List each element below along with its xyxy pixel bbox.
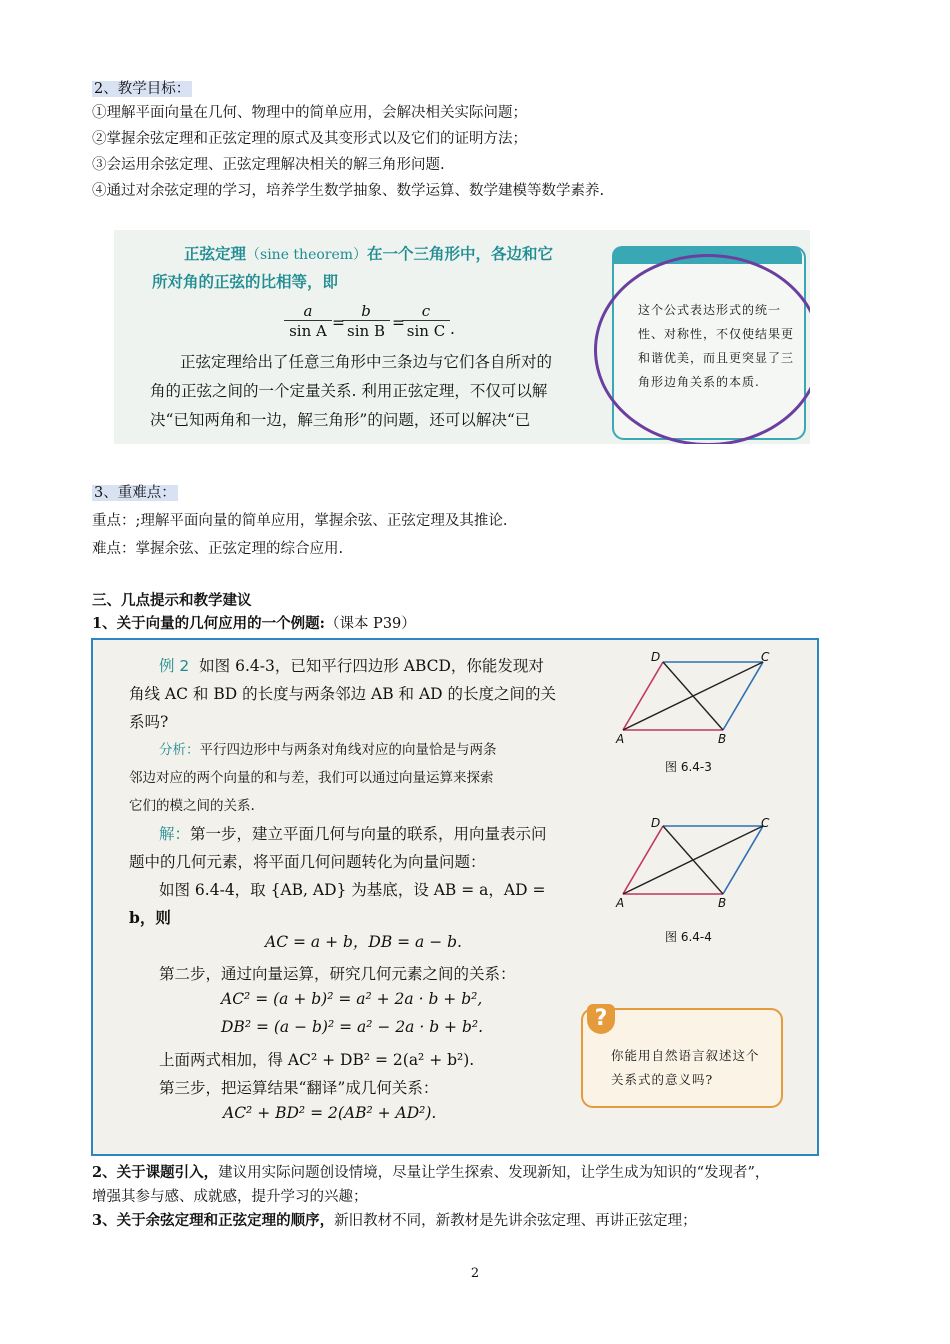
part3-heading: 三、几点提示和教学建议 xyxy=(92,592,252,609)
theorem-line2: 所对角的正弦的比相等，即 xyxy=(152,273,339,291)
solution-line3: 如图 6.4-4，取 {AB, AD} 为基底，设 AB = a，AD = xyxy=(159,881,546,899)
result-equation: AC² + BD² = 2(AB² + AD²). xyxy=(223,1104,437,1122)
part3-item3: 3、关于余弦定理和正弦定理的顺序，新旧教材不同，新教材是先讲余弦定理、再讲正弦定理； xyxy=(92,1212,697,1229)
analysis-line1: 分析：平行四边形中与两条对角线对应的向量恰是与两条 xyxy=(159,742,497,758)
fig2-label-a: A xyxy=(616,896,625,910)
question-box xyxy=(581,1008,779,1104)
figure-6-4-4 xyxy=(613,816,803,916)
theorem-title: 正弦定理（sine theorem）在一个三角形中，各边和它 xyxy=(184,245,554,263)
analysis-line3: 它们的模之间的关系. xyxy=(129,798,255,814)
fig1-label-d: D xyxy=(651,650,661,664)
fig2-label-c: C xyxy=(761,816,770,830)
fraction-a: $\frac{a}{\text{sin A}}$ xyxy=(284,302,332,340)
objective-3: ③会运用余弦定理、正弦定理解决相关的解三角形问题. xyxy=(92,157,445,173)
solution-line2: 题中的几何元素，将平面几何问题转化为向量问题： xyxy=(129,853,486,871)
fig2-diagonal-db xyxy=(663,826,723,894)
equation-2: AC² = (a + b)² = a² + 2a · b + b², xyxy=(221,990,483,1008)
solution-line1: 解：第一步，建立平面几何与向量的联系，用向量表示问 xyxy=(159,825,547,843)
side-note-text: 这个公式表达形式的统一性、对称性，不仅使结果更和谐优美，而且更突显了三角形边角关系的本质. xyxy=(638,303,795,389)
fig2-label-b: B xyxy=(718,896,727,910)
objective-4: ④通过对余弦定理的学习，培养学生数学抽象、数学运算、数学建模等数学素养. xyxy=(92,183,605,199)
key-points: 重点：;理解平面向量的简单应用，掌握余弦、正弦定理及其推论. xyxy=(92,513,508,529)
step3-text: 第三步，把运算结果“翻译”成几何关系： xyxy=(159,1079,439,1097)
objective-1: ①理解平面向量在几何、物理中的简单应用，会解决相关实际问题； xyxy=(92,105,527,121)
figure-6-4-3 xyxy=(613,652,803,752)
fig1-diagonal-db xyxy=(663,662,723,730)
section3-heading: 3、重难点： xyxy=(94,485,176,501)
fig2-label-d: D xyxy=(651,816,661,830)
side-note xyxy=(606,246,808,436)
fig1-label-c: C xyxy=(761,650,770,664)
fig1-caption: 图 6.4-3 xyxy=(665,760,712,774)
part3-item2: 2、关于课题引入，建议用实际问题创设情境，尽量让学生探索、发现新知，让学生成为知识的“发现者”， xyxy=(92,1164,770,1181)
example-line2: 角线 AC 和 BD 的长度与两条邻边 AB 和 AD 的长度之间的关 xyxy=(129,685,556,703)
theorem-body-3: 决“已知两角和一边，解三角形”的问题，还可以解决“已 xyxy=(150,411,531,429)
part3-item2-line2: 增强其参与感、成就感，提升学习的兴趣； xyxy=(92,1189,368,1205)
fig1-label-a: A xyxy=(616,732,625,746)
equation-3: DB² = (a − b)² = a² − 2a · b + b². xyxy=(221,1018,484,1036)
fig2-caption: 图 6.4-4 xyxy=(665,930,712,944)
solution-line4: b，则 xyxy=(129,908,171,927)
step2-text: 第二步，通过向量运算，研究几何元素之间的关系： xyxy=(159,965,516,983)
analysis-line2: 邻边对应的两个向量的和与差，我们可以通过向量运算来探索 xyxy=(129,770,494,786)
sine-theorem-image: 正弦定理（sine theorem）在一个三角形中，各边和它 所对角的正弦的比相等，即 $\frac{a}{\text{sin A}}$ = $\frac{b}{\text{sin B}}$ = $\frac{c}{\text{sin C}}$ . 正弦定理给出了任意三角形中三条边与它们各自所对的 角的正弦之间的一个定量关系. 利用正弦定理，不仅可以解 决“已知两角和一边，解三角形”的问题，还可以解决“已 这个公式表达形式的统一性、对称性，不仅使结果更和谐优美，而且更突显了三角形边角关系的本质. xyxy=(114,230,810,444)
question-text: 你能用自然语言叙述这个关系式的意义吗? xyxy=(611,1048,760,1087)
theorem-body-1: 正弦定理给出了任意三角形中三条边与它们各自所对的 xyxy=(180,353,553,371)
objective-2: ②掌握余弦定理和正弦定理的原式及其变形式以及它们的证明方法； xyxy=(92,131,527,147)
section2-heading: 2、教学目标： xyxy=(94,81,191,97)
example-line1: 例 2 如图 6.4-3，已知平行四边形 ABCD，你能发现对 xyxy=(159,657,544,675)
part3-item1: 1、关于向量的几何应用的一个例题:（课本 P39） xyxy=(92,615,416,632)
example-line3: 系吗? xyxy=(129,713,169,731)
page-number: 2 xyxy=(470,1266,480,1281)
fig1-label-b: B xyxy=(718,732,727,746)
difficult-points: 难点：掌握余弦、正弦定理的综合应用. xyxy=(92,541,344,557)
theorem-body-2: 角的正弦之间的一个定量关系. 利用正弦定理，不仅可以解 xyxy=(150,382,548,400)
sum-text: 上面两式相加，得 AC² + DB² = 2(a² + b²). xyxy=(159,1051,475,1069)
equation-1: AC = a + b，DB = a − b. xyxy=(265,933,462,951)
example-image xyxy=(91,638,819,1156)
fraction-b: $\frac{b}{\text{sin B}}$ xyxy=(342,302,390,340)
question-mark-icon: ? xyxy=(587,1004,615,1034)
fraction-c: $\frac{c}{\text{sin C}}$ xyxy=(402,302,450,340)
